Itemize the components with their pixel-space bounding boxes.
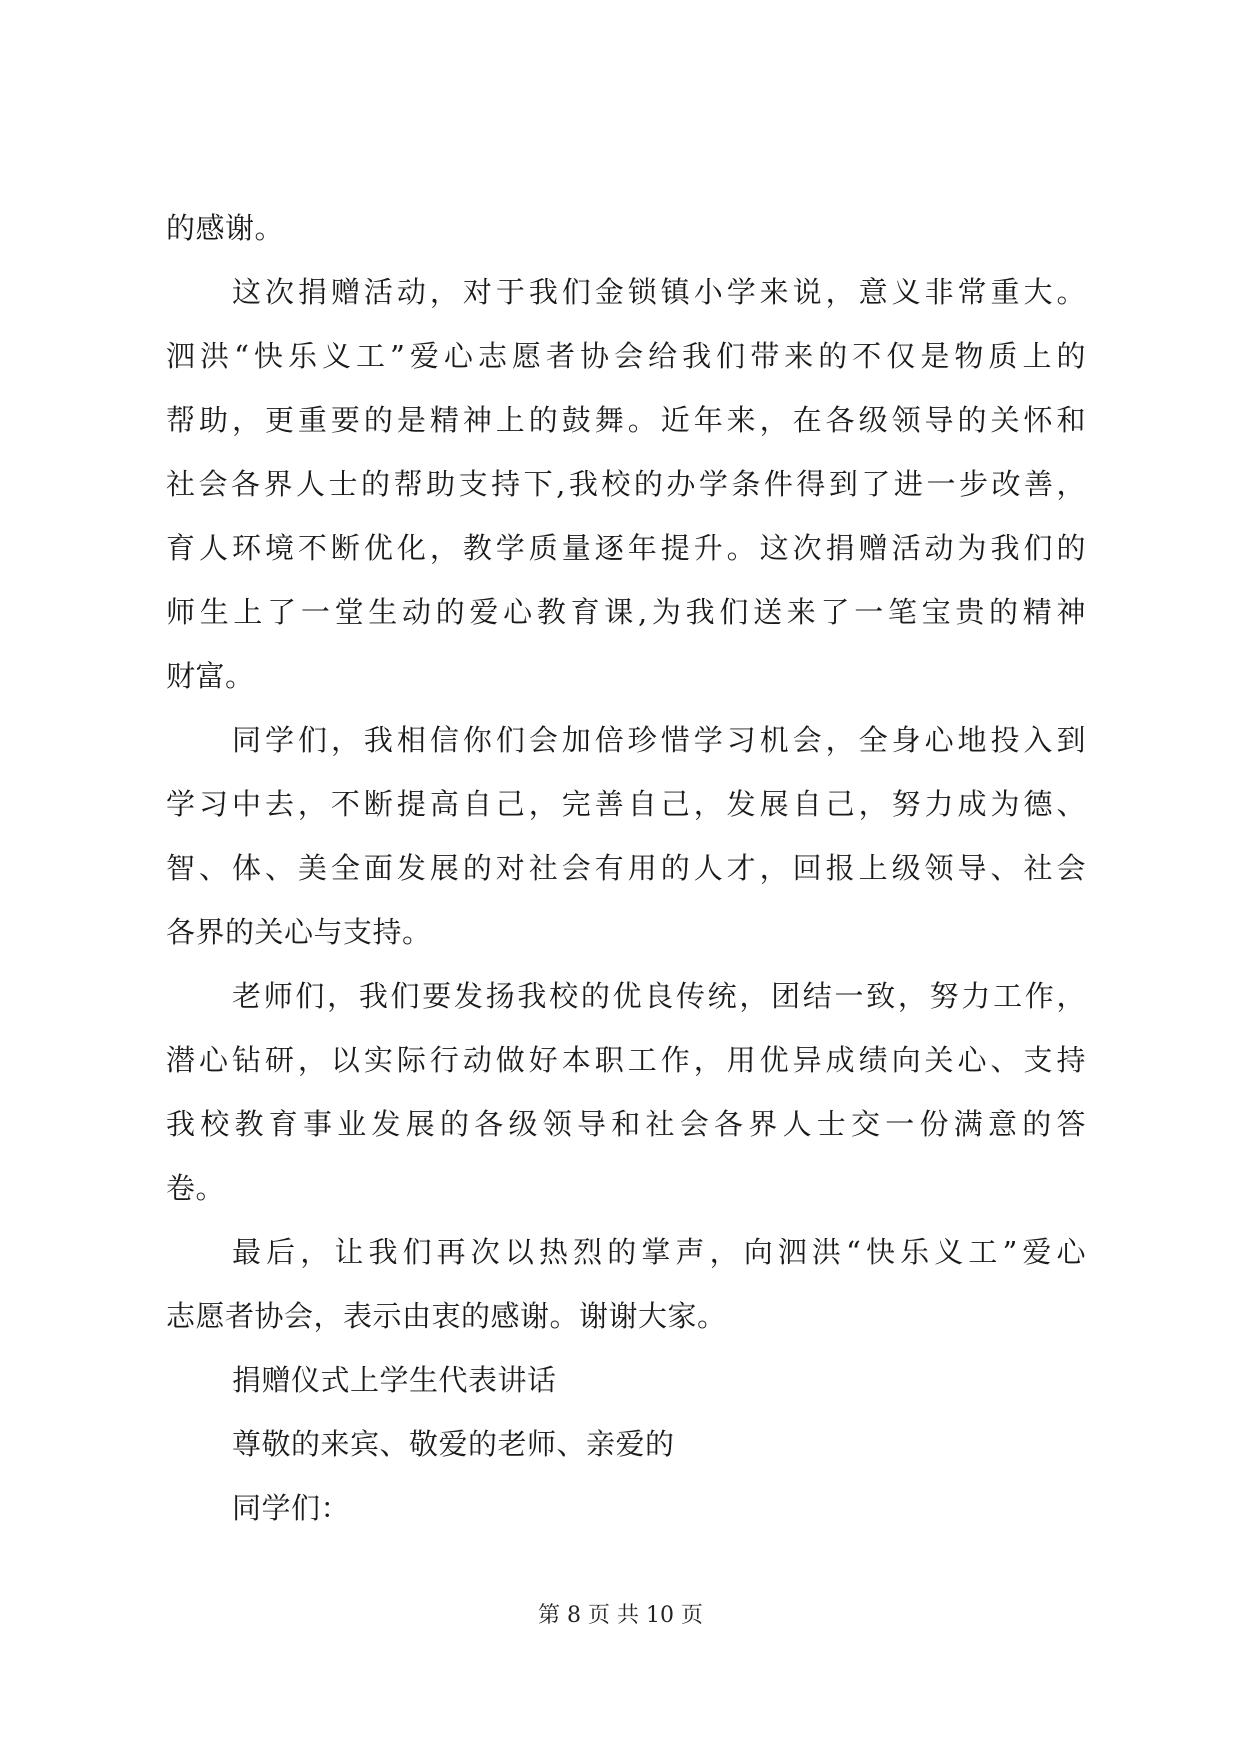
- text-line: 同学们，我相信你们会加倍珍惜学习机会，全身心地投入到: [232, 723, 1086, 757]
- section-heading: 捐赠仪式上学生代表讲话: [232, 1363, 557, 1397]
- salutation-line: 尊敬的来宾、敬爱的老师、亲爱的: [232, 1427, 675, 1461]
- text-line: 各界的关心与支持。: [166, 915, 432, 949]
- text-line: 社会各界人士的帮助支持下,我校的办学条件得到了进一步改善，: [166, 467, 1086, 501]
- text-line: 财富。: [166, 659, 255, 693]
- text-line: 泗洪“快乐义工”爱心志愿者协会给我们带来的不仅是物质上的: [166, 339, 1086, 373]
- text-line: 老师们，我们要发扬我校的优良传统，团结一致，努力工作，: [232, 979, 1086, 1013]
- text-line: 学习中去，不断提高自己，完善自己，发展自己，努力成为德、: [166, 787, 1086, 821]
- page-number-footer: 第 8 页 共 10 页: [538, 1603, 703, 1628]
- text-line: 这次捐赠活动，对于我们金锁镇小学来说，意义非常重大。: [232, 275, 1086, 309]
- text-line: 卷。: [166, 1171, 226, 1205]
- text-line: 我校教育事业发展的各级领导和社会各界人士交一份满意的答: [166, 1107, 1086, 1141]
- salutation-line: 同学们：: [232, 1491, 351, 1525]
- text-line: 智、体、美全面发展的对社会有用的人才，回报上级领导、社会: [166, 851, 1086, 885]
- text-line: 志愿者协会，表示由衷的感谢。谢谢大家。: [166, 1299, 727, 1333]
- text-line: 的感谢。: [166, 211, 285, 245]
- text-line: 育人环境不断优化，教学质量逐年提升。这次捐赠活动为我们的: [166, 531, 1086, 565]
- text-line: 师生上了一堂生动的爱心教育课,为我们送来了一笔宝贵的精神: [166, 595, 1086, 629]
- text-line: 潜心钻研，以实际行动做好本职工作，用优异成绩向关心、支持: [166, 1043, 1086, 1077]
- text-line: 最后，让我们再次以热烈的掌声，向泗洪“快乐义工”爱心: [232, 1235, 1086, 1269]
- text-line: 帮助，更重要的是精神上的鼓舞。近年来，在各级领导的关怀和: [166, 403, 1086, 437]
